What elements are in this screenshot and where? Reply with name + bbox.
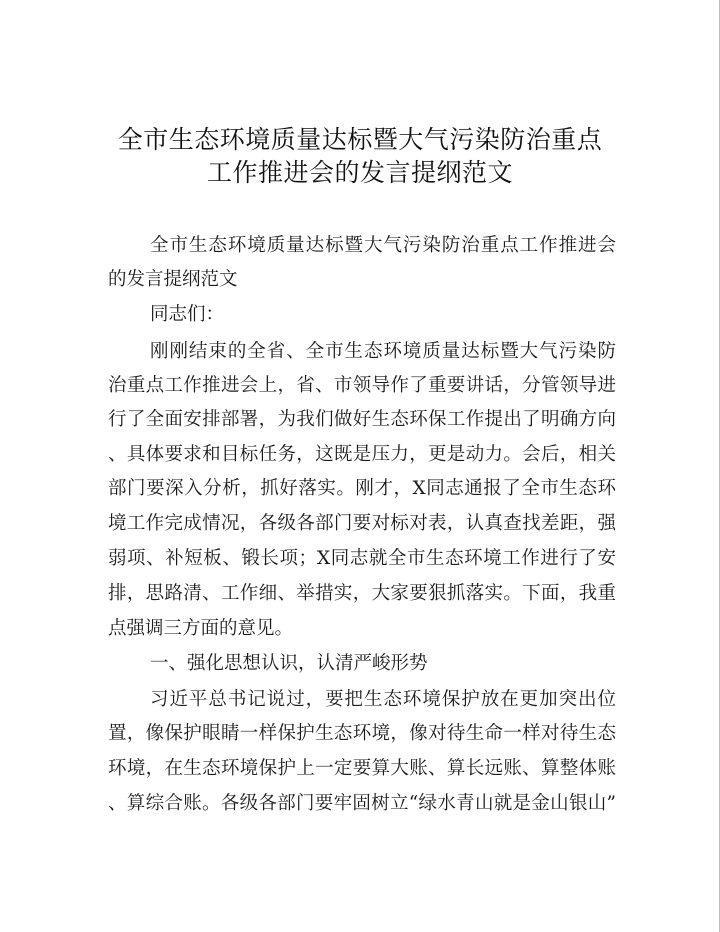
- paragraph-line: 境工作完成情况，各级各部门要对标对表，认真查找差距，强: [108, 513, 616, 534]
- paragraph-line: 置，像保护眼睛一样保护生态环境，像对待生命一样对待生态: [108, 723, 616, 744]
- document-title-line-2: 工作推进会的发言提纲范文: [206, 158, 513, 187]
- paragraph-line: 弱项、补短板、锻长项；X同志就全市生态环境工作进行了安: [108, 548, 616, 569]
- paragraph-line: 点强调三方面的意见。: [108, 618, 294, 639]
- paragraph-line: 排，思路清、工作细、举措实，大家要狠抓落实。下面，我重: [108, 583, 616, 604]
- paragraph-line: 习近平总书记说过，要把生态环境保护放在更加突出位: [150, 689, 616, 710]
- salutation: 同志们：: [150, 304, 225, 325]
- paragraph-line: 部门要深入分析，抓好落实。刚才，X同志通报了全市生态环: [108, 478, 616, 499]
- document-title-line-1: 全市生态环境质量达标暨大气污染防治重点: [117, 125, 603, 154]
- section-heading: 一、强化思想认识，认清严峻形势: [150, 653, 428, 674]
- paragraph-line: 刚刚结束的全省、全市生态环境质量达标暨大气污染防: [150, 341, 616, 362]
- paragraph-line: 、算综合账。各级各部门要牢固树立“绿水青山就是金山银山”: [108, 793, 616, 814]
- paragraph-line: 、具体要求和目标任务，这既是压力，更是动力。会后，相关: [108, 444, 616, 465]
- paragraph-line: 治重点工作推进会上，省、市领导作了重要讲话，分管领导进: [108, 375, 616, 396]
- paragraph-line: 的发言提纲范文: [108, 269, 238, 290]
- paragraph-line: 全市生态环境质量达标暨大气污染防治重点工作推进会: [150, 235, 616, 256]
- paragraph-line: 环境，在生态环境保护上一定要算大账、算长远账、算整体账: [108, 758, 616, 779]
- paragraph-line: 行了全面安排部署，为我们做好生态环保工作提出了明确方向: [108, 409, 616, 430]
